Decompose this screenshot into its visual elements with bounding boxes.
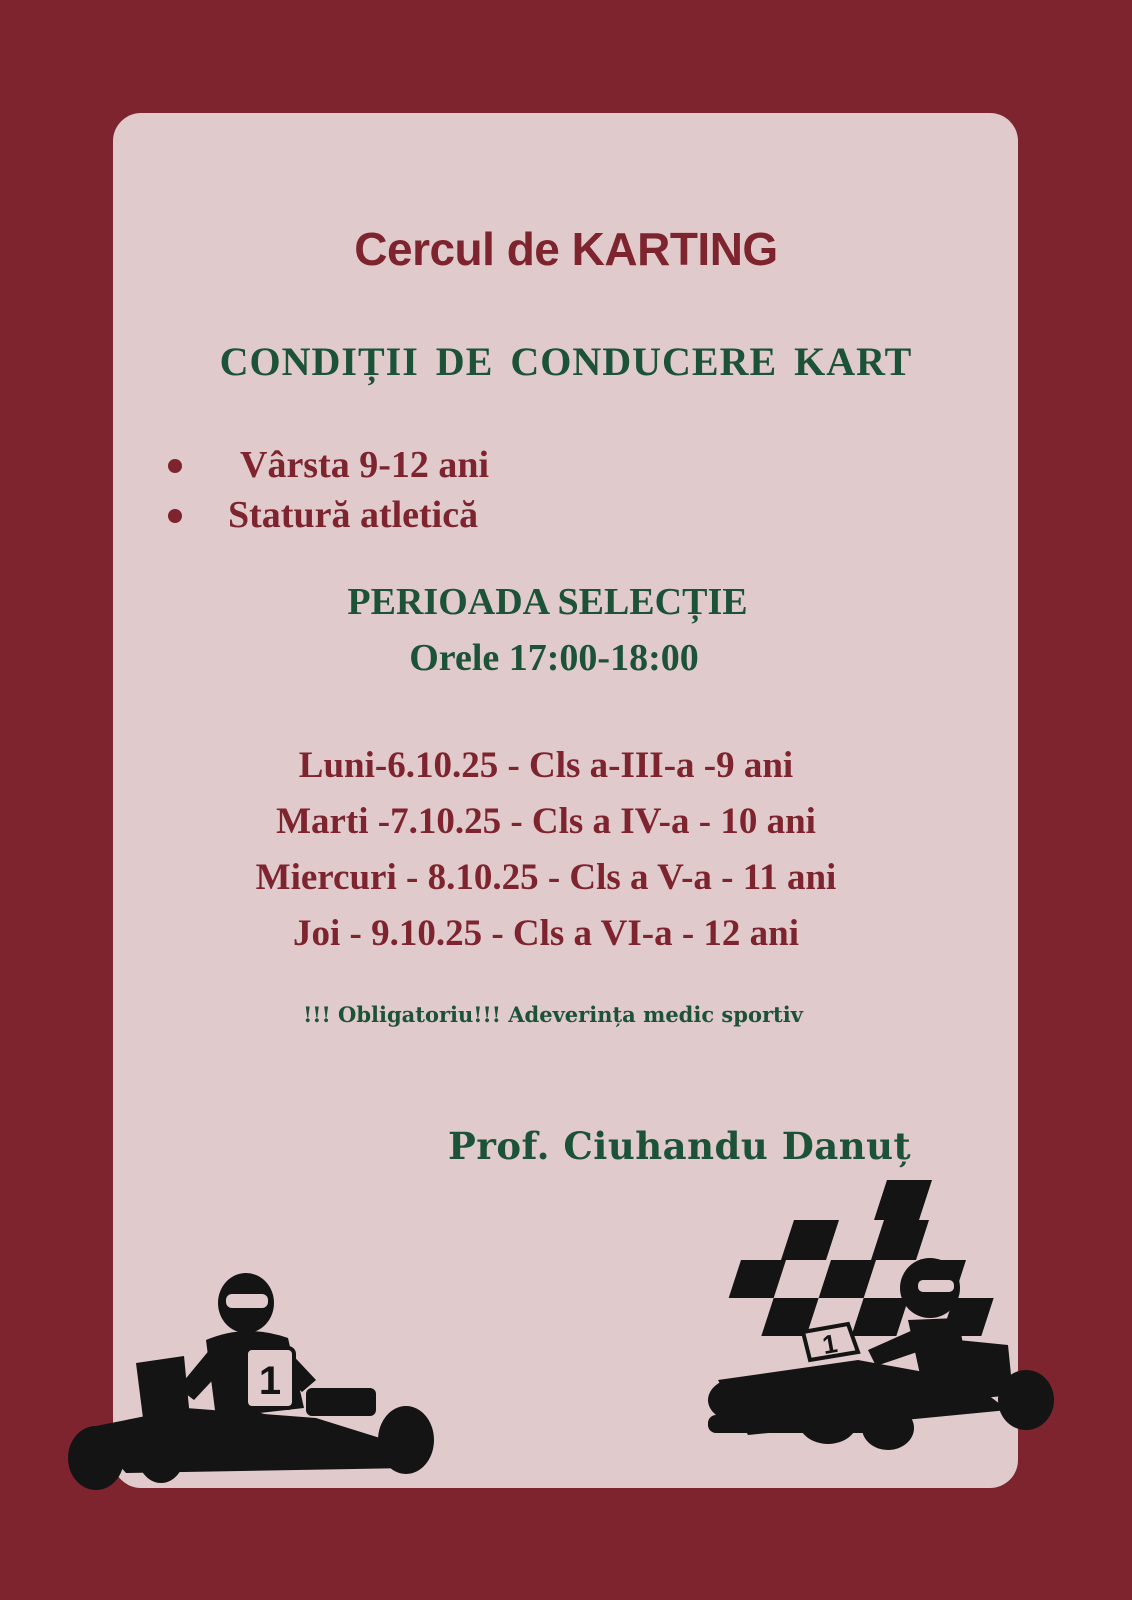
medical-notice: !!! Obligatoriu!!! Adeverința medic sportiv: [303, 1002, 803, 1027]
kart-number-left: 1: [258, 1359, 282, 1403]
condition-item-build: Statură atletică: [160, 490, 489, 540]
conditions-heading: CONDIȚII DE CONDUCERE KART: [219, 339, 913, 384]
schedule-item-thursday: Joi - 9.10.25 - Cls a VI-a - 12 ani: [292, 913, 800, 954]
kart-number-right: 1: [820, 1327, 840, 1361]
teacher-name: Prof. Ciuhandu Danuț: [448, 1124, 912, 1168]
schedule-item-tuesday: Marti -7.10.25 - Cls a IV-a - 10 ani: [276, 801, 816, 842]
go-kart-driver-right-icon: [708, 1250, 1058, 1460]
selection-heading: PERIOADA SELECȚIE: [347, 581, 748, 623]
poster-title: Cercul de KARTING: [354, 223, 778, 275]
go-kart-driver-left-icon: [66, 1268, 446, 1493]
schedule-item-monday: Luni-6.10.25 - Cls a-III-a -9 ani: [298, 745, 794, 786]
schedule-list: [0, 738, 1092, 962]
condition-item-age: Vârsta 9-12 ani: [160, 440, 489, 490]
schedule-item-wednesday: Miercuri - 8.10.25 - Cls a V-a - 11 ani: [255, 857, 837, 898]
selection-hours: Orele 17:00-18:00: [409, 637, 699, 679]
conditions-list: [160, 440, 489, 540]
